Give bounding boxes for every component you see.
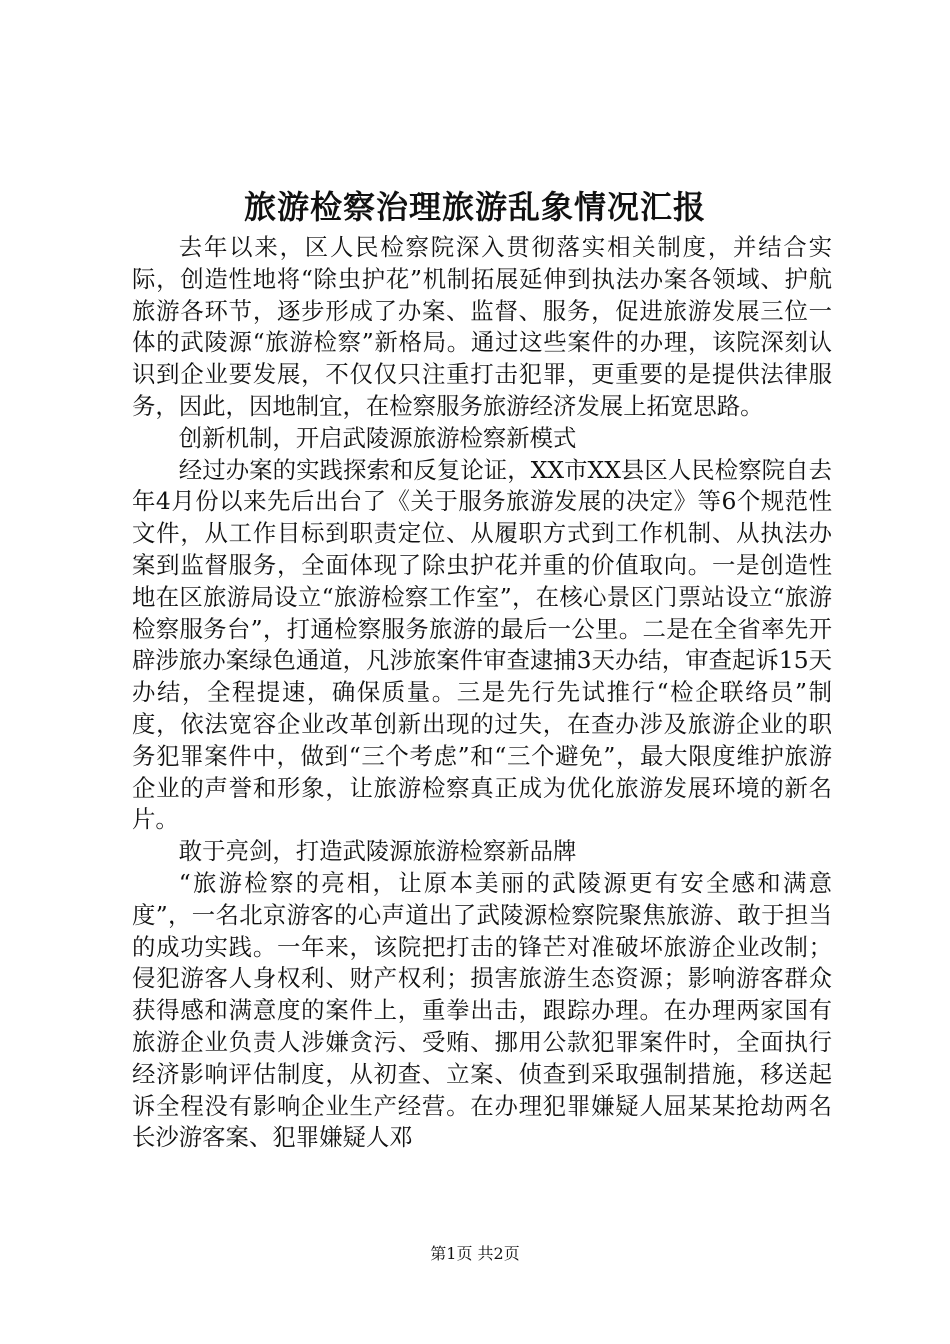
section-heading-brand: 敢于亮剑，打造武陵源旅游检察新品牌 bbox=[178, 837, 577, 866]
paragraph-innovation: 经过办案的实践探索和反复论证，XX市XX县区人民检察院自去年4月份以来先后出台了《关于服务旅游发展的决定》等6个规范性文件，从工作目标到职责定位、从履职方式到工作机制、从执法办案到监督服务，全面体现了除虫护花并重的价值取向。一是创造性地在区旅游局设立“旅游检察工作室”，在核心景区门票站设立“旅游检察服务台”，打通检察服务旅游的最后一公里。二是在全省率先开辟涉旅办案绿色通道，凡涉旅案件审查逮捕3天办结，审查起诉15天办结，全程提速，确保质量。三是先行先试推行“检企联络员”制度，依法宽容企业改革创新出现的过失，在查办涉及旅游企业的职务犯罪案件中，做到“三个考虑”和“三个避免”，最大限度维护旅游企业的声誉和形象，让旅游检察真正成为优化旅游发展环境的新名片。 bbox=[132, 455, 832, 834]
paragraph-intro: 去年以来，区人民检察院深入贯彻落实相关制度，并结合实际，创造性地将“除虫护花”机制拓展延伸到执法办案各领域、护航旅游各环节，逐步形成了办案、监督、服务，促进旅游发展三位一体的武陵源“旅游检察”新格局。通过这些案件的办理，该院深刻认识到企业要发展，不仅仅只注重打击犯罪，更重要的是提供法律服务，因此，因地制宜，在检察服务旅游经济发展上拓宽思路。 bbox=[132, 233, 832, 420]
document-body bbox=[132, 232, 832, 1154]
document-title: 旅游检察治理旅游乱象情况汇报 bbox=[243, 188, 706, 226]
paragraph-brand: “旅游检察的亮相，让原本美丽的武陵源更有安全感和满意度”，一名北京游客的心声道出了武陵源检察院聚焦旅游、敢于担当的成功实践。一年来，该院把打击的锋芒对准破坏旅游企业改制；侵犯游客人身权利、财产权利；损害旅游生态资源；影响游客群众获得感和满意度的案件上，重拳出击，跟踪办理。在办理两家国有旅游企业负责人涉嫌贪污、受贿、挪用公款犯罪案件时，全面执行经济影响评估制度，从初查、立案、侦查到采取强制措施，移送起诉全程没有影响企业生产经营。在办理犯罪嫌疑人屈某某抢劫两名长沙游客案、犯罪嫌疑人邓 bbox=[132, 868, 832, 1152]
section-heading-innovation: 创新机制，开启武陵源旅游检察新模式 bbox=[178, 423, 577, 452]
page-number-footer: 第1页 共2页 bbox=[430, 1244, 520, 1263]
